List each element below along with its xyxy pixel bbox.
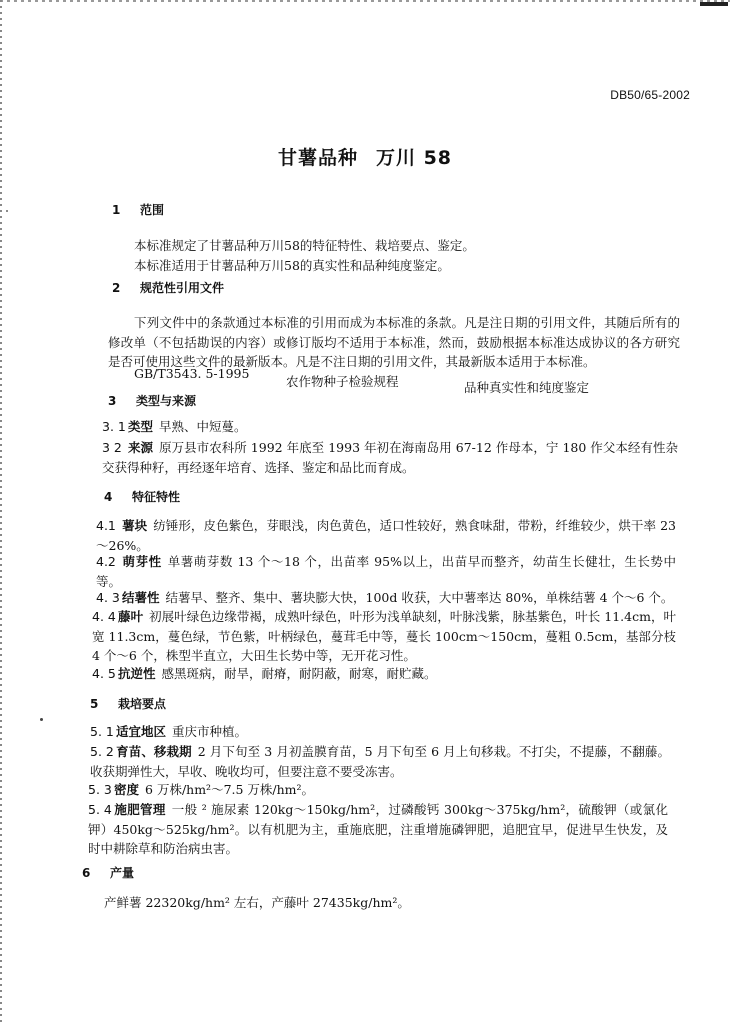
scan-speck bbox=[6, 210, 8, 212]
section-heading-6: 6 产量 bbox=[82, 866, 135, 880]
document-number: DB50/65-2002 bbox=[610, 88, 690, 102]
scan-top-edge bbox=[0, 0, 730, 2]
title-variety: 万川 58 bbox=[375, 147, 453, 169]
section-6-paragraph: 产鲜薯 22320kg/hm² 左右，产藤叶 27435kg/hm²。 bbox=[104, 895, 410, 910]
item-3-2: 3 2 来源 原万县市农科所 1992 年底至 1993 年初在海南岛用 67-12 作母本，宁 180 作父本经有性杂交获得种籽，再经逐年培育、选择、鉴定和品比而育成。 bbox=[102, 440, 678, 475]
reference-code: GB/T3543. 5-1995 bbox=[134, 366, 250, 381]
scan-corner-mark bbox=[700, 2, 728, 6]
reference-part: 品种真实性和纯度鉴定 bbox=[464, 380, 590, 395]
section-heading-4: 4 特征特性 bbox=[104, 490, 181, 504]
item-4-5: 4. 5 抗逆性 感黑斑病，耐旱，耐瘠，耐阴蔽，耐寒，耐贮藏。 bbox=[92, 666, 437, 681]
item-4-2: 4.2 萌芽性 单薯萌芽数 13 个～18 个，出苗率 95%以上，出苗早而整齐，幼苗生长健壮，生长势中等。 bbox=[96, 554, 676, 589]
item-5-3: 5. 3 密度 6 万株/hm²～7.5 万株/hm²。 bbox=[88, 782, 315, 797]
item-4-4: 4. 4 藤叶 初展叶绿色边缘带褐，成熟叶绿色，叶形为浅单缺刻，叶脉浅紫，脉基紫色，叶长 11.4cm，叶宽 11.3cm，蔓色绿，节色紫，叶柄绿色，蔓茸毛中等，蔓长 100cm～150cm，蔓粗 0.5cm，基部分枝 4 个～6 个，株型半直立，大田生长势中等，无开花习性。 bbox=[92, 609, 676, 663]
section-heading-3: 3 类型与来源 bbox=[108, 394, 197, 408]
section-1-paragraph-2: 本标准适用于甘薯品种万川58的真实性和品种纯度鉴定。 bbox=[134, 258, 450, 273]
item-4-1: 4.1 薯块 纺锤形，皮色紫色，芽眼浅，肉色黄色，适口性较好，熟食味甜，带粉，纤维较少，烘干率 23～26%。 bbox=[96, 518, 676, 553]
section-1-paragraph-1: 本标准规定了甘薯品种万川58的特征特性、栽培要点、鉴定。 bbox=[134, 238, 475, 253]
section-heading-5: 5 栽培要点 bbox=[90, 697, 167, 711]
title-main: 甘薯品种 bbox=[277, 147, 358, 169]
page-title bbox=[0, 143, 730, 170]
scan-speck bbox=[40, 718, 43, 721]
section-heading-1: 1 范围 bbox=[112, 203, 165, 217]
item-4-3: 4. 3 结薯性 结薯早、整齐、集中、薯块膨大快，100d 收获，大中薯率达 80%，单株结薯 4 个～6 个。 bbox=[96, 590, 674, 605]
item-5-2: 5. 2 育苗、移栽期 2 月下旬至 3 月初盖膜育苗，5 月下旬至 6 月上旬移栽。不打尖，不提藤，不翻藤。收获期弹性大，早收、晚收均可，但要注意不要受冻害。 bbox=[90, 744, 670, 779]
item-5-4: 5. 4 施肥管理 一般 ² 施尿素 120kg～150kg/hm²，过磷酸钙 300kg～375kg/hm²，硫酸钾（或氯化钾）450kg～525kg/hm²。以有机肥为主，重施底肥，注重增施磷钾肥，追肥宜早，促进早生快发，及时中耕除草和防治病虫害。 bbox=[88, 802, 668, 856]
section-2-paragraph: 下列文件中的条款通过本标准的引用而成为本标准的条款。凡是注日期的引用文件，其随后所有的修改单（不包括勘误的内容）或修订版均不适用于本标准，然而，鼓励根据本标准达成协议的各方研究是否可使用这些文件的最新版本。凡是不注日期的引用文件，其最新版本适用于本标准。 bbox=[108, 315, 680, 369]
item-3-1: 3. 1 类型 早熟、中短蔓。 bbox=[102, 419, 247, 434]
reference-name: 农作物种子检验规程 bbox=[286, 374, 399, 389]
section-heading-2: 2 规范性引用文件 bbox=[112, 281, 225, 295]
item-5-1: 5. 1 适宜地区 重庆市种植。 bbox=[90, 724, 248, 739]
